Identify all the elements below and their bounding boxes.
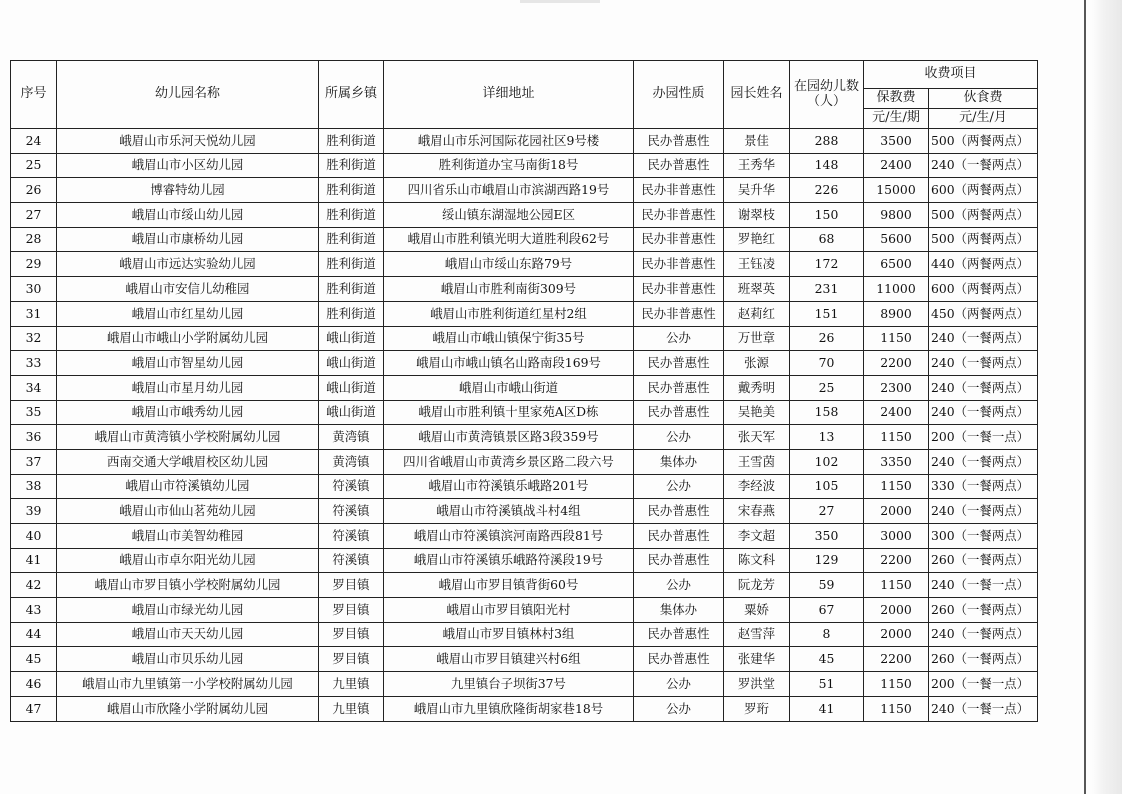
cell-tuition: 2200	[864, 548, 929, 573]
header-fees: 收费项目	[864, 61, 1038, 89]
cell-address: 峨眉山市峨山镇名山路南段169号	[384, 351, 634, 376]
cell-director: 罗珩	[724, 696, 790, 721]
cell-meals: 240（一餐两点）	[929, 326, 1038, 351]
cell-name: 峨眉山市卓尔阳光幼儿园	[57, 548, 319, 573]
table-row	[11, 252, 1038, 277]
cell-nature: 民办普惠性	[634, 548, 724, 573]
cell-children: 158	[790, 400, 864, 425]
cell-address: 峨眉山市黄湾镇景区路3段359号	[384, 425, 634, 450]
cell-index: 41	[11, 548, 57, 573]
cell-index: 31	[11, 301, 57, 326]
cell-nature: 公办	[634, 696, 724, 721]
cell-meals: 500（两餐两点）	[929, 227, 1038, 252]
cell-nature: 集体办	[634, 598, 724, 623]
header-town: 所属乡镇	[319, 61, 384, 129]
header-name: 幼儿园名称	[57, 61, 319, 129]
cell-index: 36	[11, 425, 57, 450]
cell-meals: 330（一餐两点）	[929, 474, 1038, 499]
cell-index: 25	[11, 153, 57, 178]
cell-name: 峨眉山市远达实验幼儿园	[57, 252, 319, 277]
table-row	[11, 696, 1038, 721]
cell-director: 吴升华	[724, 178, 790, 203]
cell-nature: 民办普惠性	[634, 499, 724, 524]
cell-nature: 公办	[634, 672, 724, 697]
cell-name: 峨眉山市欣隆小学附属幼儿园	[57, 696, 319, 721]
cell-children: 45	[790, 647, 864, 672]
cell-children: 8	[790, 622, 864, 647]
cell-nature: 民办非普惠性	[634, 252, 724, 277]
cell-children: 226	[790, 178, 864, 203]
cell-index: 42	[11, 573, 57, 598]
cell-meals: 600（两餐两点）	[929, 277, 1038, 302]
cell-name: 峨眉山市康桥幼儿园	[57, 227, 319, 252]
cell-nature: 民办普惠性	[634, 400, 724, 425]
cell-meals: 200（一餐一点）	[929, 425, 1038, 450]
cell-address: 峨眉山市符溪镇战斗村4组	[384, 499, 634, 524]
cell-address: 峨眉山市峨山街道	[384, 375, 634, 400]
cell-name: 峨眉山市红星幼儿园	[57, 301, 319, 326]
cell-director: 万世章	[724, 326, 790, 351]
cell-tuition: 2200	[864, 647, 929, 672]
cell-town: 九里镇	[319, 696, 384, 721]
cell-address: 峨眉山市胜利南街309号	[384, 277, 634, 302]
table-row	[11, 375, 1038, 400]
cell-index: 47	[11, 696, 57, 721]
cell-tuition: 2000	[864, 598, 929, 623]
header-index: 序号	[11, 61, 57, 129]
cell-index: 46	[11, 672, 57, 697]
cell-director: 阮龙芳	[724, 573, 790, 598]
cell-tuition: 3000	[864, 524, 929, 549]
cell-nature: 公办	[634, 326, 724, 351]
table-row	[11, 622, 1038, 647]
cell-town: 胜利街道	[319, 178, 384, 203]
cell-name: 峨眉山市罗目镇小学校附属幼儿园	[57, 573, 319, 598]
header-tuition: 保教费	[864, 89, 929, 109]
cell-children: 26	[790, 326, 864, 351]
cell-town: 罗目镇	[319, 622, 384, 647]
cell-nature: 民办非普惠性	[634, 178, 724, 203]
cell-index: 40	[11, 524, 57, 549]
table-row	[11, 153, 1038, 178]
cell-tuition: 1150	[864, 672, 929, 697]
table-row	[11, 400, 1038, 425]
cell-children: 350	[790, 524, 864, 549]
page-edge-shadow	[1092, 0, 1122, 794]
cell-index: 30	[11, 277, 57, 302]
header-director: 园长姓名	[724, 61, 790, 129]
cell-tuition: 5600	[864, 227, 929, 252]
cell-index: 32	[11, 326, 57, 351]
cell-address: 峨眉山市峨山镇保宁街35号	[384, 326, 634, 351]
cell-children: 70	[790, 351, 864, 376]
cell-index: 24	[11, 129, 57, 154]
cell-children: 13	[790, 425, 864, 450]
cell-name: 峨眉山市符溪镇幼儿园	[57, 474, 319, 499]
cell-town: 九里镇	[319, 672, 384, 697]
cell-nature: 公办	[634, 474, 724, 499]
cell-children: 150	[790, 203, 864, 228]
cell-address: 四川省峨眉山市黄湾乡景区路二段六号	[384, 449, 634, 474]
table-row	[11, 203, 1038, 228]
cell-name: 峨眉山市乐河天悦幼儿园	[57, 129, 319, 154]
cell-children: 41	[790, 696, 864, 721]
cell-meals: 240（一餐两点）	[929, 351, 1038, 376]
cell-director: 王秀华	[724, 153, 790, 178]
cell-town: 符溪镇	[319, 548, 384, 573]
cell-meals: 450（两餐两点）	[929, 301, 1038, 326]
cell-address: 峨眉山市符溪镇滨河南路西段81号	[384, 524, 634, 549]
cell-children: 51	[790, 672, 864, 697]
cell-meals: 240（一餐两点）	[929, 375, 1038, 400]
cell-town: 胜利街道	[319, 301, 384, 326]
cell-name: 峨眉山市峨秀幼儿园	[57, 400, 319, 425]
cell-director: 罗洪堂	[724, 672, 790, 697]
header-meals: 伙食费	[929, 89, 1038, 109]
cell-meals: 260（一餐两点）	[929, 647, 1038, 672]
cell-nature: 民办普惠性	[634, 524, 724, 549]
header-address: 详细地址	[384, 61, 634, 129]
table-row	[11, 573, 1038, 598]
cell-meals: 240（一餐一点）	[929, 573, 1038, 598]
cell-name: 峨眉山市峨山小学附属幼儿园	[57, 326, 319, 351]
table-row	[11, 499, 1038, 524]
page-edge-line	[1084, 0, 1086, 794]
cell-index: 34	[11, 375, 57, 400]
cell-index: 37	[11, 449, 57, 474]
cell-meals: 260（一餐两点）	[929, 548, 1038, 573]
cell-nature: 集体办	[634, 449, 724, 474]
cell-town: 胜利街道	[319, 203, 384, 228]
cell-director: 班翠英	[724, 277, 790, 302]
cell-name: 峨眉山市安信儿幼稚园	[57, 277, 319, 302]
cell-town: 胜利街道	[319, 252, 384, 277]
cell-tuition: 11000	[864, 277, 929, 302]
cell-meals: 300（一餐两点）	[929, 524, 1038, 549]
cell-children: 102	[790, 449, 864, 474]
cell-director: 李经波	[724, 474, 790, 499]
cell-address: 峨眉山市九里镇欣隆街胡家巷18号	[384, 696, 634, 721]
cell-nature: 民办普惠性	[634, 129, 724, 154]
cell-meals: 200（一餐一点）	[929, 672, 1038, 697]
cell-town: 胜利街道	[319, 277, 384, 302]
cell-nature: 民办普惠性	[634, 375, 724, 400]
table-row	[11, 178, 1038, 203]
cell-name: 峨眉山市仙山茗苑幼儿园	[57, 499, 319, 524]
cell-tuition: 2000	[864, 622, 929, 647]
cell-nature: 民办非普惠性	[634, 301, 724, 326]
table-row	[11, 227, 1038, 252]
cell-address: 峨眉山市胜利镇十里家苑A区D栋	[384, 400, 634, 425]
cell-tuition: 1150	[864, 573, 929, 598]
cell-address: 九里镇台子坝街37号	[384, 672, 634, 697]
cell-tuition: 2400	[864, 400, 929, 425]
cell-town: 胜利街道	[319, 227, 384, 252]
cell-director: 罗艳红	[724, 227, 790, 252]
cell-town: 峨山街道	[319, 326, 384, 351]
table-header	[11, 61, 1038, 129]
cell-children: 67	[790, 598, 864, 623]
table-row	[11, 129, 1038, 154]
table-row	[11, 598, 1038, 623]
cell-meals: 440（两餐两点）	[929, 252, 1038, 277]
cell-nature: 民办普惠性	[634, 647, 724, 672]
cell-town: 符溪镇	[319, 524, 384, 549]
cell-director: 戴秀明	[724, 375, 790, 400]
kindergarten-fee-table	[10, 60, 1038, 722]
cell-address: 峨眉山市胜利街道红星村2组	[384, 301, 634, 326]
cell-children: 129	[790, 548, 864, 573]
cell-town: 罗目镇	[319, 573, 384, 598]
cell-tuition: 2400	[864, 153, 929, 178]
cell-address: 峨眉山市乐河国际花园社区9号楼	[384, 129, 634, 154]
cell-children: 231	[790, 277, 864, 302]
header-tuition-unit: 元/生/期	[864, 109, 929, 129]
cell-tuition: 3350	[864, 449, 929, 474]
cell-director: 陈文科	[724, 548, 790, 573]
cell-name: 峨眉山市贝乐幼儿园	[57, 647, 319, 672]
cell-name: 峨眉山市美智幼稚园	[57, 524, 319, 549]
cell-tuition: 1150	[864, 474, 929, 499]
table-row	[11, 351, 1038, 376]
cell-name: 博睿特幼儿园	[57, 178, 319, 203]
cell-tuition: 1150	[864, 425, 929, 450]
cell-nature: 公办	[634, 573, 724, 598]
header-meals-unit: 元/生/月	[929, 109, 1038, 129]
cell-town: 峨山街道	[319, 375, 384, 400]
cell-tuition: 2300	[864, 375, 929, 400]
cell-director: 吴艳美	[724, 400, 790, 425]
cell-director: 谢翠枝	[724, 203, 790, 228]
cell-town: 罗目镇	[319, 647, 384, 672]
cell-tuition: 9800	[864, 203, 929, 228]
cell-meals: 240（一餐两点）	[929, 449, 1038, 474]
cell-director: 景佳	[724, 129, 790, 154]
cell-nature: 民办普惠性	[634, 153, 724, 178]
cell-tuition: 2200	[864, 351, 929, 376]
cell-name: 西南交通大学峨眉校区幼儿园	[57, 449, 319, 474]
cell-index: 44	[11, 622, 57, 647]
table-row	[11, 301, 1038, 326]
header-nature: 办园性质	[634, 61, 724, 129]
cell-meals: 500（两餐两点）	[929, 203, 1038, 228]
cell-meals: 500（两餐两点）	[929, 129, 1038, 154]
table-row	[11, 449, 1038, 474]
cell-address: 峨眉山市符溪镇乐峨路201号	[384, 474, 634, 499]
table-row	[11, 277, 1038, 302]
cell-index: 33	[11, 351, 57, 376]
cell-town: 罗目镇	[319, 598, 384, 623]
cell-town: 符溪镇	[319, 474, 384, 499]
cell-name: 峨眉山市九里镇第一小学校附属幼儿园	[57, 672, 319, 697]
cell-index: 29	[11, 252, 57, 277]
cell-name: 峨眉山市绥山幼儿园	[57, 203, 319, 228]
table-row	[11, 326, 1038, 351]
cell-director: 张建华	[724, 647, 790, 672]
cell-children: 59	[790, 573, 864, 598]
cell-town: 峨山街道	[319, 400, 384, 425]
cell-nature: 民办非普惠性	[634, 277, 724, 302]
cell-director: 张天军	[724, 425, 790, 450]
cell-director: 粟娇	[724, 598, 790, 623]
cell-nature: 民办普惠性	[634, 351, 724, 376]
cell-address: 绥山镇东湖湿地公园E区	[384, 203, 634, 228]
cell-town: 符溪镇	[319, 499, 384, 524]
cell-address: 峨眉山市罗目镇背街60号	[384, 573, 634, 598]
cell-town: 黄湾镇	[319, 449, 384, 474]
cell-nature: 公办	[634, 425, 724, 450]
cell-director: 赵莉红	[724, 301, 790, 326]
cell-meals: 600（两餐两点）	[929, 178, 1038, 203]
table-body	[11, 129, 1038, 722]
cell-children: 148	[790, 153, 864, 178]
cell-tuition: 8900	[864, 301, 929, 326]
cell-meals: 260（一餐两点）	[929, 598, 1038, 623]
cell-name: 峨眉山市天天幼儿园	[57, 622, 319, 647]
cell-meals: 240（一餐两点）	[929, 622, 1038, 647]
cell-director: 王雪茵	[724, 449, 790, 474]
cell-director: 张源	[724, 351, 790, 376]
table-row	[11, 474, 1038, 499]
cell-address: 峨眉山市罗目镇林村3组	[384, 622, 634, 647]
cell-tuition: 1150	[864, 326, 929, 351]
cell-tuition: 2000	[864, 499, 929, 524]
cell-index: 26	[11, 178, 57, 203]
cell-index: 35	[11, 400, 57, 425]
cell-meals: 240（一餐两点）	[929, 153, 1038, 178]
cell-director: 宋春燕	[724, 499, 790, 524]
cell-nature: 民办非普惠性	[634, 203, 724, 228]
cell-children: 25	[790, 375, 864, 400]
cell-name: 峨眉山市智星幼儿园	[57, 351, 319, 376]
table-row	[11, 524, 1038, 549]
cell-director: 赵雪萍	[724, 622, 790, 647]
cell-director: 李文超	[724, 524, 790, 549]
cell-tuition: 15000	[864, 178, 929, 203]
cell-children: 151	[790, 301, 864, 326]
cell-name: 峨眉山市绿光幼儿园	[57, 598, 319, 623]
cell-children: 27	[790, 499, 864, 524]
cell-meals: 240（一餐两点）	[929, 499, 1038, 524]
cell-index: 45	[11, 647, 57, 672]
cell-name: 峨眉山市星月幼儿园	[57, 375, 319, 400]
cell-director: 王钰凌	[724, 252, 790, 277]
cell-index: 39	[11, 499, 57, 524]
cell-address: 峨眉山市胜利镇光明大道胜利段62号	[384, 227, 634, 252]
cell-town: 峨山街道	[319, 351, 384, 376]
cell-town: 胜利街道	[319, 153, 384, 178]
cell-index: 38	[11, 474, 57, 499]
cell-address: 四川省乐山市峨眉山市滨湖西路19号	[384, 178, 634, 203]
header-children: 在园幼儿数（人）	[790, 61, 864, 129]
cell-town: 胜利街道	[319, 129, 384, 154]
cell-children: 68	[790, 227, 864, 252]
cell-nature: 民办普惠性	[634, 622, 724, 647]
cell-children: 172	[790, 252, 864, 277]
cell-children: 105	[790, 474, 864, 499]
cell-index: 27	[11, 203, 57, 228]
table-row	[11, 425, 1038, 450]
cell-children: 288	[790, 129, 864, 154]
cell-town: 黄湾镇	[319, 425, 384, 450]
table-row	[11, 647, 1038, 672]
cell-meals: 240（一餐一点）	[929, 696, 1038, 721]
cell-name: 峨眉山市黄湾镇小学校附属幼儿园	[57, 425, 319, 450]
scan-artifact	[520, 0, 600, 3]
cell-tuition: 3500	[864, 129, 929, 154]
cell-nature: 民办非普惠性	[634, 227, 724, 252]
cell-index: 28	[11, 227, 57, 252]
cell-name: 峨眉山市小区幼儿园	[57, 153, 319, 178]
table-row	[11, 672, 1038, 697]
cell-address: 峨眉山市罗目镇建兴村6组	[384, 647, 634, 672]
cell-address: 峨眉山市符溪镇乐峨路符溪段19号	[384, 548, 634, 573]
table-row	[11, 548, 1038, 573]
cell-tuition: 1150	[864, 696, 929, 721]
cell-address: 胜利街道办宝马南街18号	[384, 153, 634, 178]
cell-index: 43	[11, 598, 57, 623]
cell-address: 峨眉山市罗目镇阳光村	[384, 598, 634, 623]
cell-address: 峨眉山市绥山东路79号	[384, 252, 634, 277]
cell-tuition: 6500	[864, 252, 929, 277]
cell-meals: 240（一餐两点）	[929, 400, 1038, 425]
